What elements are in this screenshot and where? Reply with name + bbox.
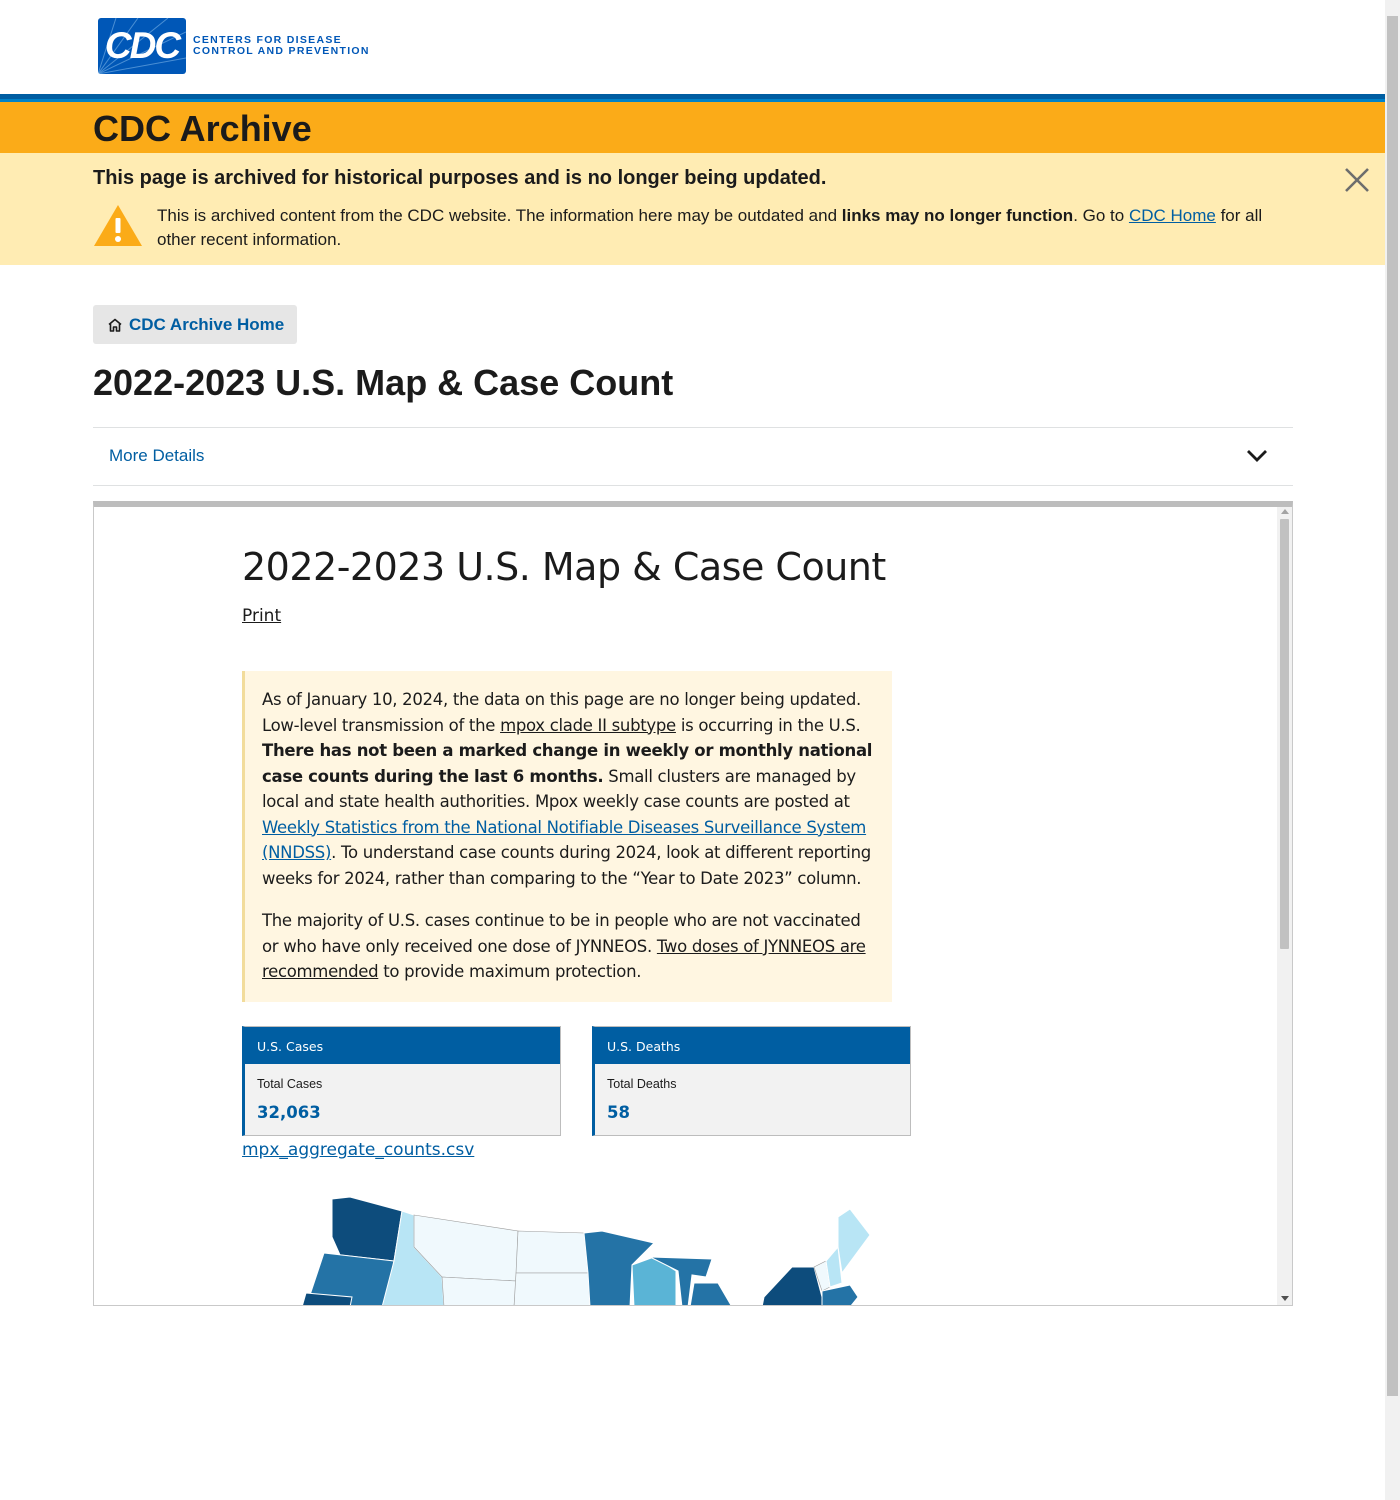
more-details-accordion[interactable] bbox=[93, 427, 1293, 486]
more-details-label: More Details bbox=[109, 446, 205, 465]
map-state-wa bbox=[332, 1197, 402, 1261]
logo-line-2: CONTROL AND PREVENTION bbox=[193, 45, 370, 57]
logo-mark-text: CDC bbox=[104, 25, 180, 66]
csv-download-link[interactable]: mpx_aggregate_counts.csv bbox=[242, 1140, 475, 1160]
callout-text: to provide maximum protection. bbox=[378, 962, 642, 981]
callout-paragraph-1 bbox=[262, 687, 878, 891]
warning-icon bbox=[93, 203, 143, 247]
mpox-clade-link[interactable]: mpox clade II subtype bbox=[500, 715, 676, 735]
notice-heading: This page is archived for historical purposes and is no longer being updated. bbox=[93, 167, 827, 189]
update-callout bbox=[242, 671, 892, 1002]
nndss-link[interactable]: Weekly Statistics from the National Notifiable Diseases Surveillance System (NNDSS) bbox=[262, 817, 867, 862]
frame-scrollbar[interactable] bbox=[1277, 507, 1292, 1305]
notice-text: for all other recent information. bbox=[157, 206, 1263, 249]
map-state-wy bbox=[442, 1277, 516, 1306]
notice-text: . Go to bbox=[1073, 206, 1129, 225]
archive-home-label: CDC Archive Home bbox=[129, 314, 285, 334]
map-state-ny bbox=[762, 1267, 822, 1306]
chevron-down-icon[interactable] bbox=[1245, 446, 1269, 466]
notice-bold-text: links may no longer function bbox=[841, 206, 1074, 225]
print-link[interactable]: Print bbox=[242, 606, 282, 626]
logo-line-1: CENTERS FOR DISEASE bbox=[193, 34, 342, 46]
us-case-map[interactable] bbox=[302, 1187, 882, 1306]
cases-card-value: 32,063 bbox=[257, 1103, 321, 1122]
archive-home-button[interactable] bbox=[93, 305, 297, 344]
deaths-card bbox=[592, 1026, 911, 1136]
cdc-home-link[interactable]: CDC Home bbox=[1128, 206, 1216, 225]
deaths-card-label: Total Deaths bbox=[607, 1077, 677, 1091]
cdc-logo[interactable] bbox=[98, 18, 370, 74]
page-scrollbar[interactable] bbox=[1385, 0, 1400, 1500]
map-state-sd bbox=[514, 1273, 590, 1306]
notice-text: This is archived content from the CDC website. The information here may be outdated and bbox=[157, 206, 842, 225]
archive-title: CDC Archive bbox=[93, 108, 312, 149]
scroll-down-arrow-icon[interactable] bbox=[1281, 1296, 1289, 1301]
callout-paragraph-2 bbox=[262, 908, 878, 985]
archive-notice bbox=[0, 153, 1385, 265]
site-header bbox=[0, 0, 1385, 94]
frame-scroll-thumb[interactable] bbox=[1280, 519, 1289, 949]
archive-bar bbox=[0, 102, 1385, 153]
close-icon[interactable] bbox=[1343, 166, 1371, 194]
callout-text: is occurring in the U.S. bbox=[675, 715, 861, 735]
page-scroll-thumb[interactable] bbox=[1387, 16, 1398, 1396]
jynneos-link[interactable]: Two doses of JYNNEOS are recommended bbox=[262, 936, 866, 981]
cases-card-label: Total Cases bbox=[257, 1077, 323, 1091]
page-title: 2022-2023 U.S. Map & Case Count bbox=[93, 362, 674, 403]
cdc-logo-mark bbox=[98, 18, 186, 74]
scroll-up-arrow-icon[interactable] bbox=[1281, 509, 1289, 514]
map-state-nd bbox=[516, 1231, 588, 1273]
deaths-card-value: 58 bbox=[607, 1103, 630, 1122]
home-icon bbox=[107, 317, 123, 333]
cases-card bbox=[242, 1026, 561, 1136]
callout-bold-text: There has not been a marked change in weekly or monthly national case counts during the last 6 months. bbox=[262, 741, 873, 786]
callout-text: Small clusters are managed by local and state health authorities. Mpox weekly case counts are posted at bbox=[262, 766, 856, 811]
header-divider bbox=[0, 94, 1385, 102]
embedded-title: 2022-2023 U.S. Map & Case Count bbox=[242, 545, 886, 589]
callout-text: As of January 10, 2024, the data on this page are no longer being updated. Low-level transmission of the bbox=[262, 690, 861, 735]
notice-body bbox=[157, 204, 1277, 252]
cases-card-header: U.S. Cases bbox=[245, 1027, 560, 1064]
logo-wordmark bbox=[193, 35, 370, 57]
map-state-me bbox=[838, 1209, 870, 1273]
callout-text: The majority of U.S. cases continue to be in people who are not vaccinated or who have only received one dose of JYNNEOS. bbox=[262, 911, 861, 956]
embedded-frame[interactable] bbox=[93, 501, 1293, 1306]
callout-text: . To understand case counts during 2024, look at different reporting weeks for 2024, rather than comparing to the “Year to Date 2023” column. bbox=[262, 843, 871, 888]
deaths-card-header: U.S. Deaths bbox=[595, 1027, 910, 1064]
